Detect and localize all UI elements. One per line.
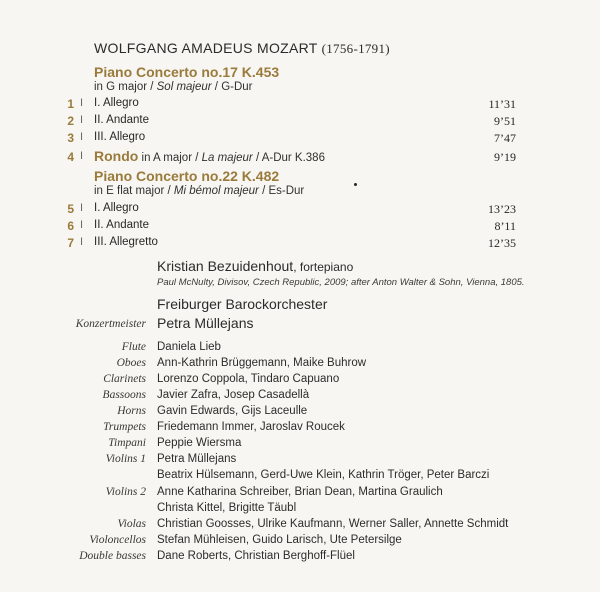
track-separator: I: [80, 97, 84, 109]
track-number: 5: [67, 202, 74, 216]
section-members: Christa Kittel, Brigitte Täubl: [157, 502, 297, 514]
section-label: Flute: [121, 341, 146, 353]
section-members: Stefan Mühleisen, Guido Larisch, Ute Petersilge: [157, 534, 402, 546]
composer-heading: [94, 40, 390, 57]
track-separator: I: [80, 202, 84, 214]
track-duration: 8’11: [494, 219, 516, 233]
section-members: Daniela Lieb: [157, 341, 221, 353]
work-title-rondo: Rondo in A major / La majeur / A-Dur K.386: [94, 148, 325, 164]
section-members: Gavin Edwards, Gijs Laceulle: [157, 405, 308, 417]
track-separator: I: [80, 150, 84, 162]
track-separator: I: [80, 219, 84, 231]
work-key-concerto-22: in E flat major / Mi bémol majeur / Es-Dur: [94, 185, 305, 197]
section-label: Violins 2: [105, 486, 146, 498]
section-members: Friedemann Immer, Jaroslav Roucek: [157, 421, 345, 433]
track-title: III. Allegro: [94, 131, 146, 143]
work-key-concerto-17: in G major / Sol majeur / G-Dur: [94, 81, 253, 93]
work-title-concerto-22: Piano Concerto no.22 K.482: [94, 168, 280, 184]
section-members: Anne Katharina Schreiber, Brian Dean, Martina Graulich: [157, 486, 443, 498]
composer-name: WOLFGANG AMADEUS MOZART: [94, 40, 318, 56]
track-number: 2: [67, 114, 74, 128]
section-label: Violins 1: [105, 453, 146, 465]
track-number: 1: [67, 97, 74, 111]
track-title: I. Allegro: [94, 97, 139, 109]
track-separator: I: [80, 236, 84, 248]
orchestra-name: Freiburger Barockorchester: [157, 296, 328, 312]
section-label: Clarinets: [103, 373, 146, 385]
track-title: II. Andante: [94, 114, 149, 126]
section-members: Ann-Kathrin Brüggemann, Maike Buhrow: [157, 357, 367, 369]
konzertmeister-label: Konzertmeister: [75, 318, 146, 330]
section-label: Horns: [117, 405, 146, 417]
section-members: Javier Zafra, Josep Casadellà: [157, 389, 310, 401]
section-label: Violas: [117, 518, 146, 530]
track-separator: I: [80, 114, 84, 126]
track-duration: 13’23: [488, 202, 516, 216]
konzertmeister-name: Petra Müllejans: [157, 315, 254, 331]
track-duration: 11’31: [488, 97, 516, 111]
track-duration: 9’19: [494, 150, 516, 164]
section-label: Oboes: [116, 357, 146, 369]
composer-years: (1756-1791): [321, 41, 390, 56]
track-duration: 12’35: [488, 236, 516, 250]
section-members: Dane Roberts, Christian Berghoff-Flüel: [157, 550, 355, 562]
dot-mark: [354, 183, 357, 186]
section-members: Peppie Wiersma: [157, 437, 242, 449]
section-members: Beatrix Hülsemann, Gerd-Uwe Klein, Kathrin Tröger, Peter Barczi: [157, 469, 490, 481]
track-number: 7: [67, 236, 74, 250]
work-title-concerto-17: Piano Concerto no.17 K.453: [94, 64, 280, 80]
track-title: I. Allegro: [94, 202, 139, 214]
soloist: Kristian Bezuidenhout, fortepiano: [157, 258, 354, 274]
track-duration: 9’51: [494, 114, 516, 128]
track-number: 6: [67, 219, 74, 233]
track-number: 3: [67, 131, 74, 145]
section-label: Violoncellos: [89, 534, 146, 546]
track-title: III. Allegretto: [94, 236, 158, 248]
section-members: Lorenzo Coppola, Tindaro Capuano: [157, 373, 340, 385]
section-label: Double basses: [79, 550, 146, 562]
track-number: 4: [67, 150, 74, 164]
section-label: Bassoons: [102, 389, 146, 401]
track-separator: I: [80, 131, 84, 143]
instrument-note: Paul McNulty, Divisov, Czech Republic, 2009; after Anton Walter & Sohn, Vienna, 1805.: [157, 277, 525, 288]
track-title: II. Andante: [94, 219, 149, 231]
section-members: Christian Goosses, Ulrike Kaufmann, Werner Saller, Annette Schmidt: [157, 518, 509, 530]
section-members: Petra Müllejans: [157, 453, 237, 465]
section-label: Timpani: [108, 437, 146, 449]
section-label: Trumpets: [103, 421, 146, 433]
track-duration: 7’47: [494, 131, 516, 145]
